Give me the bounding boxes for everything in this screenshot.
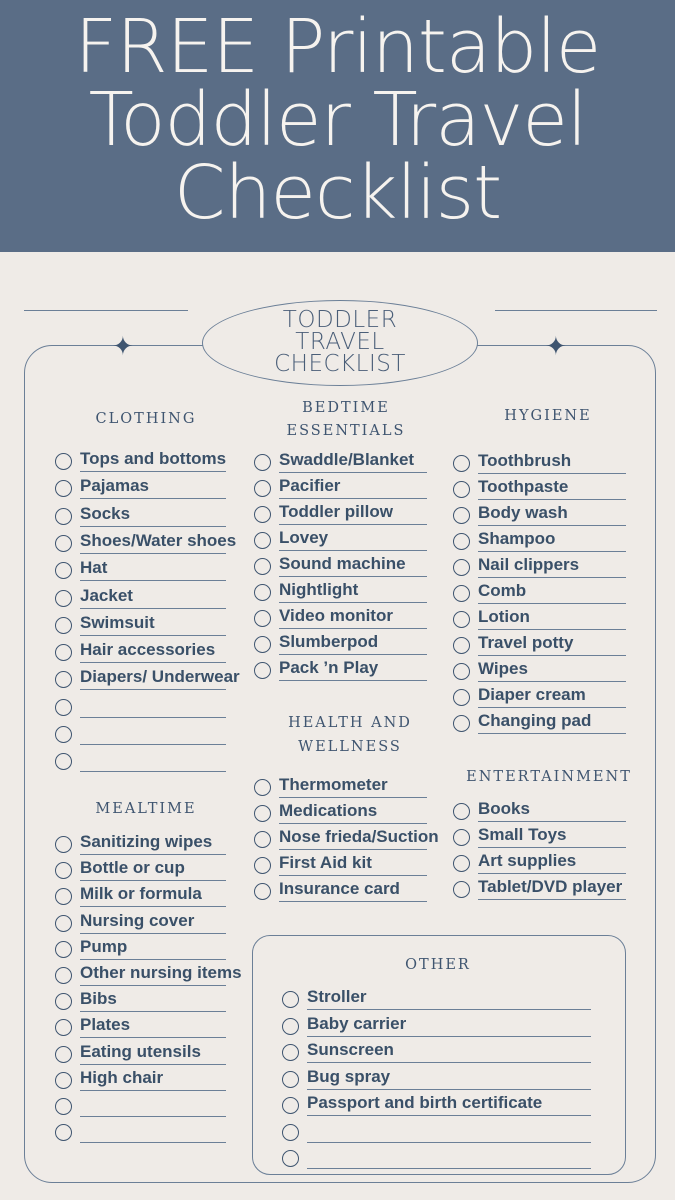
write-in-line — [80, 933, 226, 934]
write-in-line — [307, 1036, 591, 1037]
heading-health-1: HEALTH AND — [288, 715, 412, 731]
checkbox-circle[interactable] — [453, 637, 470, 654]
checkbox-circle[interactable] — [254, 636, 271, 653]
write-in-line — [80, 906, 226, 907]
write-in-line — [307, 1115, 591, 1116]
other-item — [282, 1068, 596, 1094]
bedtime-item — [254, 607, 432, 633]
checkbox-circle[interactable] — [254, 584, 271, 601]
checkbox-circle[interactable] — [55, 915, 72, 932]
checkbox-circle[interactable] — [55, 753, 72, 770]
hygiene-item — [453, 582, 631, 608]
oval-line-3: CHECKLIST — [274, 351, 406, 377]
clothing-item-label: Socks — [80, 504, 131, 523]
mealtime-item — [55, 938, 231, 964]
checkbox-circle[interactable] — [254, 883, 271, 900]
checkbox-circle[interactable] — [453, 533, 470, 550]
hygiene-item-label: Nail clippers — [478, 555, 580, 574]
write-in-line — [478, 821, 626, 822]
bedtime-item-label: Slumberpod — [279, 632, 379, 651]
write-in-line — [279, 823, 427, 824]
checkbox-circle[interactable] — [55, 1046, 72, 1063]
write-in-line — [307, 1142, 591, 1143]
hygiene-item-label: Toothpaste — [478, 477, 569, 496]
checkbox-circle[interactable] — [254, 558, 271, 575]
mealtime-item-label: Plates — [80, 1015, 131, 1034]
checkbox-circle[interactable] — [55, 1098, 72, 1115]
write-in-line — [80, 880, 226, 881]
heading-entertainment: ENTERTAINMENT — [466, 769, 632, 785]
mealtime-item — [55, 990, 231, 1016]
title-line-2: Toddler Travel — [88, 77, 587, 163]
other-item-label: Stroller — [307, 987, 367, 1006]
write-in-line — [80, 526, 226, 527]
other-item — [282, 1121, 596, 1147]
checkbox-circle[interactable] — [55, 836, 72, 853]
checkbox-circle[interactable] — [55, 1124, 72, 1141]
write-in-line — [80, 985, 226, 986]
write-in-line — [80, 1116, 226, 1117]
write-in-line — [279, 654, 427, 655]
title-line-3: Checklist — [173, 150, 502, 236]
entertainment-item — [453, 878, 631, 904]
write-in-line — [80, 498, 226, 499]
hygiene-item — [453, 608, 631, 634]
write-in-line — [279, 849, 427, 850]
write-in-line — [478, 707, 626, 708]
bedtime-item-label: Sound machine — [279, 554, 406, 573]
health-item-label: Insurance card — [279, 879, 400, 898]
checkbox-circle[interactable] — [282, 1044, 299, 1061]
write-in-line — [478, 551, 626, 552]
bedtime-item — [254, 633, 432, 659]
mealtime-item — [55, 1095, 231, 1121]
write-in-line — [279, 472, 427, 473]
hygiene-item — [453, 660, 631, 686]
checkbox-circle[interactable] — [55, 590, 72, 607]
write-in-line — [307, 1062, 591, 1063]
write-in-line — [307, 1009, 591, 1010]
hygiene-item-label: Comb — [478, 581, 527, 600]
title-banner — [0, 0, 675, 252]
hygiene-item — [453, 712, 631, 738]
checkbox-circle[interactable] — [453, 585, 470, 602]
write-in-line — [80, 689, 226, 690]
write-in-line — [80, 1037, 226, 1038]
write-in-line — [80, 471, 226, 472]
hygiene-item — [453, 478, 631, 504]
hygiene-item — [453, 504, 631, 530]
checkbox-circle[interactable] — [254, 857, 271, 874]
checkbox-circle[interactable] — [254, 779, 271, 796]
clothing-item — [55, 723, 231, 749]
hygiene-item-label: Toothbrush — [478, 451, 572, 470]
bedtime-item-label: Lovey — [279, 528, 329, 547]
write-in-line — [80, 854, 226, 855]
mealtime-item-label: Sanitizing wipes — [80, 832, 213, 851]
clothing-item-label: Tops and bottoms — [80, 449, 227, 468]
write-in-line — [279, 498, 427, 499]
checkbox-circle[interactable] — [254, 831, 271, 848]
entertainment-item-label: Small Toys — [478, 825, 567, 844]
checkbox-circle[interactable] — [254, 454, 271, 471]
checkbox-circle[interactable] — [254, 532, 271, 549]
write-in-line — [80, 662, 226, 663]
sparkle-icon-right: ✦ — [545, 332, 567, 362]
clothing-item — [55, 505, 231, 531]
mealtime-item-label: High chair — [80, 1068, 164, 1087]
clothing-item-label: Jacket — [80, 586, 133, 605]
clothing-item — [55, 531, 237, 558]
hygiene-item-label: Wipes — [478, 659, 528, 678]
checkbox-circle[interactable] — [453, 855, 470, 872]
entertainment-item — [453, 800, 631, 826]
mealtime-item-label: Milk or formula — [80, 884, 202, 903]
write-in-line — [80, 1142, 226, 1143]
checkbox-circle[interactable] — [55, 644, 72, 661]
mealtime-item — [55, 1016, 231, 1042]
bedtime-item-label: Pack ’n Play — [279, 658, 379, 677]
checkbox-circle[interactable] — [55, 617, 72, 634]
bedtime-item — [254, 477, 432, 503]
mealtime-item — [55, 1069, 231, 1095]
write-in-line — [478, 525, 626, 526]
write-in-line — [478, 499, 626, 500]
write-in-line — [478, 655, 626, 656]
health-item — [254, 854, 432, 880]
write-in-line — [307, 1168, 591, 1169]
write-in-line — [80, 1064, 226, 1065]
checkbox-circle[interactable] — [453, 715, 470, 732]
heading-clothing: CLOTHING — [95, 411, 197, 427]
clothing-item-label: Diapers/ Underwear — [80, 667, 240, 686]
clothing-item — [55, 696, 231, 722]
entertainment-item-label: Art supplies — [478, 851, 577, 870]
heading-health-2: WELLNESS — [298, 739, 402, 755]
hygiene-item-label: Shampoo — [478, 529, 556, 548]
title-line-1: FREE Printable — [74, 4, 601, 90]
mealtime-item — [55, 1121, 231, 1147]
mealtime-item — [55, 833, 231, 859]
health-item — [254, 776, 432, 802]
hygiene-item-label: Body wash — [478, 503, 568, 522]
write-in-line — [279, 875, 427, 876]
hygiene-item — [453, 530, 631, 556]
health-item — [254, 827, 439, 854]
checkbox-circle[interactable] — [55, 993, 72, 1010]
checkbox-circle[interactable] — [55, 941, 72, 958]
bedtime-item-label: Pacifier — [279, 476, 341, 495]
hygiene-item-label: Lotion — [478, 607, 530, 626]
clothing-item — [55, 450, 231, 476]
write-in-line — [80, 717, 226, 718]
write-in-line — [80, 1011, 226, 1012]
write-in-line — [478, 577, 626, 578]
other-item — [282, 1041, 596, 1067]
sparkle-icon-left: ✦ — [112, 332, 134, 362]
checkbox-circle[interactable] — [55, 967, 72, 984]
bedtime-item — [254, 581, 432, 607]
clothing-item — [55, 750, 231, 776]
checkbox-circle[interactable] — [55, 562, 72, 579]
heading-hygiene: HYGIENE — [504, 408, 592, 424]
write-in-line — [80, 553, 226, 554]
write-in-line — [80, 608, 226, 609]
hygiene-item — [453, 686, 631, 712]
checkbox-circle[interactable] — [282, 1124, 299, 1141]
checkbox-circle[interactable] — [254, 506, 271, 523]
checkbox-circle[interactable] — [282, 1071, 299, 1088]
checkbox-circle[interactable] — [254, 480, 271, 497]
write-in-line — [279, 680, 427, 681]
clothing-item-label: Swimsuit — [80, 613, 155, 632]
write-in-line — [478, 899, 626, 900]
hygiene-item-label: Diaper cream — [478, 685, 586, 704]
write-in-line — [279, 576, 427, 577]
bedtime-item-label: Toddler pillow — [279, 502, 393, 521]
bedtime-item-label: Nightlight — [279, 580, 359, 599]
health-item — [254, 880, 432, 906]
heading-mealtime: MEALTIME — [95, 801, 197, 817]
other-item — [282, 1094, 596, 1120]
clothing-item-label: Hair accessories — [80, 640, 216, 659]
checkbox-circle[interactable] — [55, 699, 72, 716]
checkbox-circle[interactable] — [55, 726, 72, 743]
checkbox-circle[interactable] — [282, 991, 299, 1008]
checkbox-circle[interactable] — [453, 455, 470, 472]
checkbox-circle[interactable] — [55, 862, 72, 879]
entertainment-item — [453, 852, 631, 878]
other-item — [282, 988, 596, 1014]
divider-right — [495, 310, 657, 311]
health-item — [254, 802, 432, 828]
hygiene-item-label: Changing pad — [478, 711, 592, 730]
health-item-label: Nose frieda/Suction — [279, 827, 439, 846]
write-in-line — [279, 550, 427, 551]
checkbox-circle[interactable] — [55, 671, 72, 688]
entertainment-item — [453, 826, 631, 852]
other-item-label: Baby carrier — [307, 1014, 407, 1033]
hygiene-item — [453, 452, 631, 478]
write-in-line — [478, 473, 626, 474]
hygiene-item — [453, 634, 631, 660]
checkbox-circle[interactable] — [55, 1072, 72, 1089]
bedtime-item — [254, 659, 432, 685]
checkbox-circle[interactable] — [55, 888, 72, 905]
clothing-item-label: Shoes/Water shoes — [80, 531, 237, 550]
mealtime-item-label: Bibs — [80, 989, 117, 1008]
oval-line-2: TRAVEL — [295, 329, 385, 355]
checkbox-circle[interactable] — [254, 662, 271, 679]
bedtime-item — [254, 451, 432, 477]
bedtime-item-label: Swaddle/Blanket — [279, 450, 415, 469]
heading-bedtime-2: ESSENTIALS — [286, 423, 406, 439]
write-in-line — [80, 771, 226, 772]
clothing-item — [55, 641, 231, 667]
checkbox-circle[interactable] — [55, 1019, 72, 1036]
checkbox-circle[interactable] — [55, 535, 72, 552]
health-item-label: First Aid kit — [279, 853, 372, 872]
clothing-item-label: Pajamas — [80, 476, 149, 495]
write-in-line — [478, 847, 626, 848]
checkbox-circle[interactable] — [453, 481, 470, 498]
other-item — [282, 1147, 596, 1173]
other-item-label: Passport and birth certificate — [307, 1093, 543, 1112]
clothing-item — [55, 667, 240, 694]
checkbox-circle[interactable] — [453, 829, 470, 846]
hygiene-item — [453, 556, 631, 582]
other-item-label: Bug spray — [307, 1067, 391, 1086]
write-in-line — [80, 635, 226, 636]
other-item-label: Sunscreen — [307, 1040, 394, 1059]
write-in-line — [307, 1089, 591, 1090]
checkbox-circle[interactable] — [453, 507, 470, 524]
checkbox-circle[interactable] — [453, 689, 470, 706]
write-in-line — [478, 681, 626, 682]
checkbox-circle[interactable] — [282, 1018, 299, 1035]
health-item-label: Thermometer — [279, 775, 388, 794]
checkbox-circle[interactable] — [282, 1097, 299, 1114]
write-in-line — [279, 797, 427, 798]
clothing-item — [55, 559, 231, 585]
checkbox-circle[interactable] — [453, 803, 470, 820]
checkbox-circle[interactable] — [453, 881, 470, 898]
checkbox-circle[interactable] — [282, 1150, 299, 1167]
write-in-line — [279, 602, 427, 603]
checklist-title-oval — [202, 300, 478, 386]
clothing-item — [55, 587, 231, 613]
entertainment-item-label: Books — [478, 799, 530, 818]
checkbox-circle[interactable] — [254, 805, 271, 822]
mealtime-item-label: Bottle or cup — [80, 858, 185, 877]
mealtime-item — [55, 963, 242, 990]
health-item-label: Medications — [279, 801, 378, 820]
mealtime-item-label: Other nursing items — [80, 963, 242, 982]
checkbox-circle[interactable] — [453, 559, 470, 576]
divider-left — [24, 310, 188, 311]
write-in-line — [279, 628, 427, 629]
write-in-line — [80, 1090, 226, 1091]
oval-line-1: TODDLER — [282, 307, 398, 333]
write-in-line — [80, 744, 226, 745]
other-item — [282, 1015, 596, 1041]
heading-other: OTHER — [405, 957, 471, 973]
write-in-line — [80, 580, 226, 581]
entertainment-item-label: Tablet/DVD player — [478, 877, 623, 896]
mealtime-item — [55, 859, 231, 885]
checkbox-circle[interactable] — [254, 610, 271, 627]
write-in-line — [279, 901, 427, 902]
bedtime-item — [254, 529, 432, 555]
clothing-item — [55, 477, 231, 503]
bedtime-item-label: Video monitor — [279, 606, 393, 625]
mealtime-item — [55, 1043, 231, 1069]
write-in-line — [478, 629, 626, 630]
write-in-line — [80, 959, 226, 960]
write-in-line — [279, 524, 427, 525]
checkbox-circle[interactable] — [453, 663, 470, 680]
checkbox-circle[interactable] — [55, 453, 72, 470]
checkbox-circle[interactable] — [55, 480, 72, 497]
clothing-item-label: Hat — [80, 558, 108, 577]
mealtime-item — [55, 885, 231, 911]
checkbox-circle[interactable] — [55, 508, 72, 525]
write-in-line — [478, 873, 626, 874]
bedtime-item — [254, 555, 432, 581]
hygiene-item-label: Travel potty — [478, 633, 574, 652]
clothing-item — [55, 614, 231, 640]
heading-bedtime-1: BEDTIME — [302, 400, 390, 416]
mealtime-item-label: Eating utensils — [80, 1042, 201, 1061]
mealtime-item-label: Pump — [80, 937, 128, 956]
bedtime-item — [254, 503, 432, 529]
checkbox-circle[interactable] — [453, 611, 470, 628]
write-in-line — [478, 603, 626, 604]
write-in-line — [478, 733, 626, 734]
mealtime-item-label: Nursing cover — [80, 911, 195, 930]
mealtime-item — [55, 912, 231, 938]
